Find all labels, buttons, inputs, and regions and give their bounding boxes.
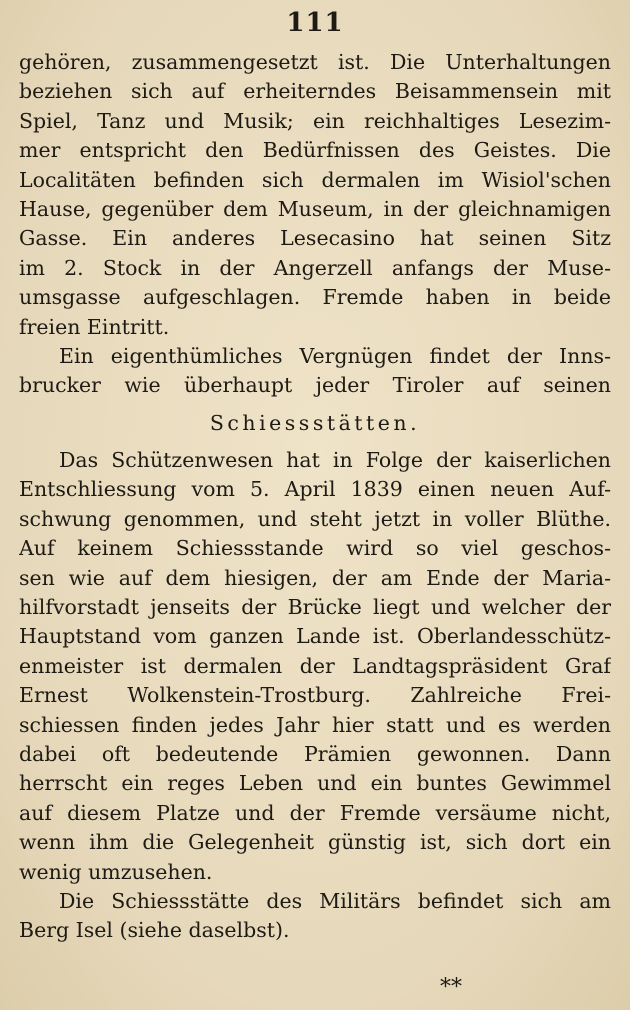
section-heading: Schiessstätten. bbox=[209, 410, 421, 435]
text-line: dabei oft bedeutende Prämien gewonnen. Dann bbox=[19, 741, 611, 766]
text-line: freien Eintritt. bbox=[19, 314, 170, 339]
text-line: Ein eigenthümliches Vergnügen findet der Inns- bbox=[59, 343, 611, 368]
text-line: im 2. Stock in der Angerzell anfangs der Muse- bbox=[19, 255, 611, 280]
text-line: Das Schützenwesen hat in Folge der kaiserlichen bbox=[59, 448, 611, 473]
page-text bbox=[19, 48, 611, 946]
text-line: beziehen sich auf erheiterndes Beisammensein mit bbox=[19, 79, 611, 104]
text-line: wenn ihm die Gelegenheit günstig ist, sich dort ein bbox=[19, 830, 611, 855]
text-line: brucker wie überhaupt jeder Tiroler auf seinen bbox=[19, 373, 611, 398]
text-line: gehören, zusammengesetzt ist. Die Unterhaltungen bbox=[19, 50, 611, 74]
text-line: Die Schiessstätte des Militärs befindet sich am bbox=[59, 888, 611, 913]
text-line: Localitäten befinden sich dermalen im Wisiol'schen bbox=[19, 167, 611, 192]
text-line: schwung genommen, und steht jetzt in voller Blüthe. bbox=[19, 506, 611, 531]
text-line: Berg Isel (siehe daselbst). bbox=[19, 918, 290, 943]
page-number: 111 bbox=[286, 8, 344, 38]
text-line: mer entspricht den Bedürfnissen des Geistes. Die bbox=[19, 138, 611, 163]
text-line: enmeister ist dermalen der Landtagspräsident Graf bbox=[19, 653, 611, 678]
text-line: Auf keinem Schiessstande wird so viel geschos- bbox=[19, 536, 611, 561]
text-line: Hauptstand vom ganzen Lande ist. Oberlandesschütz- bbox=[19, 624, 611, 649]
text-line: hilfvorstadt jenseits der Brücke liegt und welcher der bbox=[19, 595, 611, 620]
text-line: herrscht ein reges Leben und ein buntes Gewimmel bbox=[19, 771, 611, 796]
text-line: Spiel, Tanz und Musik; ein reichhaltiges Lesezim- bbox=[19, 108, 611, 133]
text-line: Gasse. Ein anderes Lesecasino hat seinen Sitz bbox=[19, 226, 611, 251]
closing-ornament: ** bbox=[440, 975, 462, 1000]
text-line: wenig umzusehen. bbox=[19, 859, 213, 884]
text-line: schiessen finden jedes Jahr hier statt und es werden bbox=[19, 712, 611, 737]
text-line: auf diesem Platze und der Fremde versäume nicht, bbox=[19, 800, 611, 825]
text-line: sen wie auf dem hiesigen, der am Ende der Maria- bbox=[19, 565, 611, 590]
text-line: umsgasse aufgeschlagen. Fremde haben in beide bbox=[19, 285, 611, 310]
text-line: Ernest Wolkenstein-Trostburg. Zahlreiche Frei- bbox=[19, 683, 611, 708]
text-line: Hause, gegenüber dem Museum, in der gleichnamigen bbox=[19, 196, 611, 221]
text-line: Entschliessung vom 5. April 1839 einen neuen Auf- bbox=[19, 477, 611, 502]
